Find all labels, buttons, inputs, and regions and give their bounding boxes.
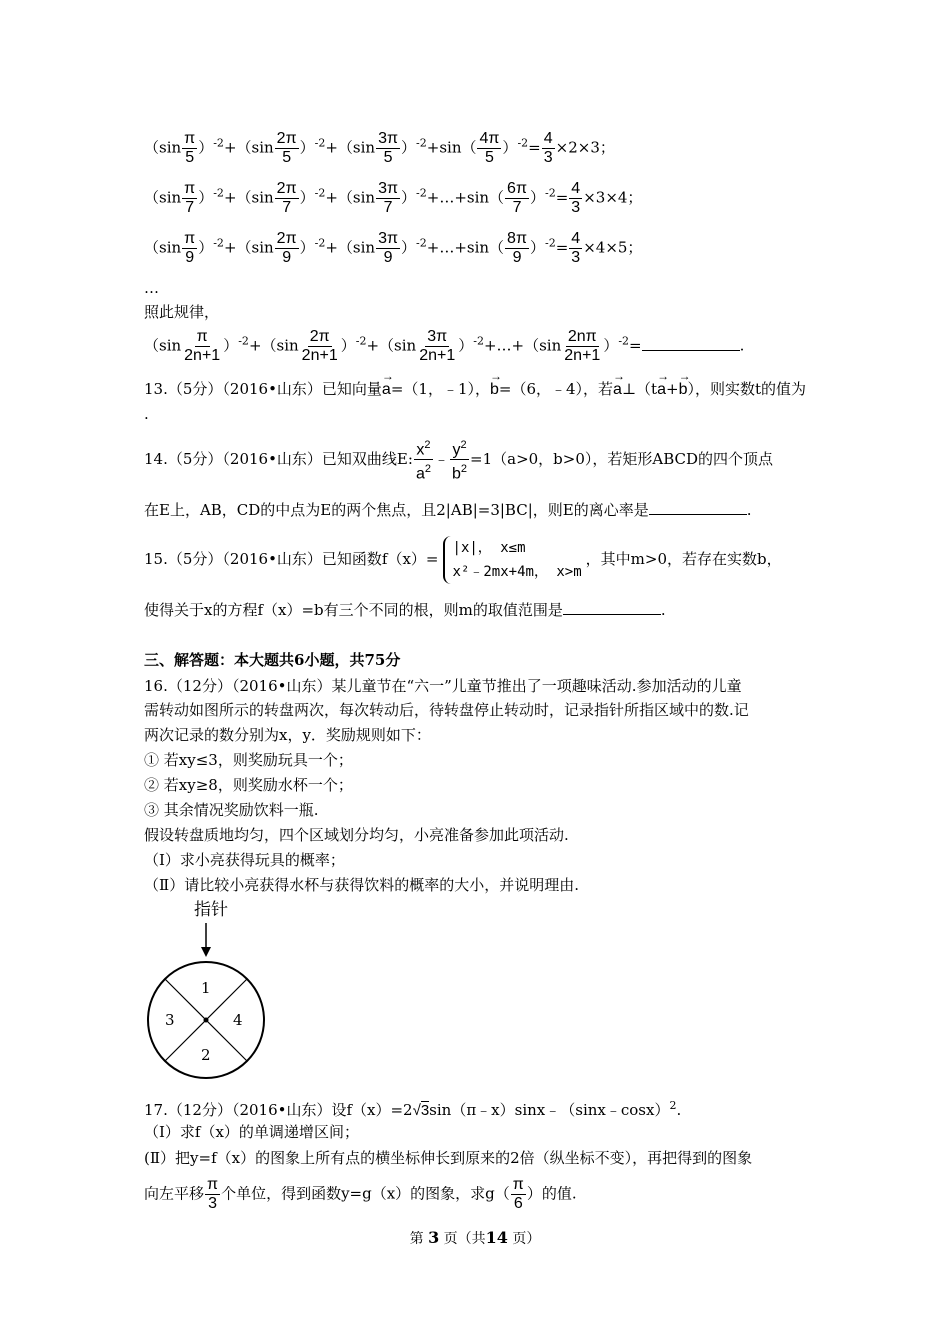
exponent: -2 bbox=[314, 136, 326, 150]
numerator: 2π bbox=[276, 230, 297, 247]
fraction bbox=[182, 130, 197, 167]
vector-b: → b bbox=[679, 374, 688, 400]
denominator: 3 bbox=[208, 1195, 217, 1212]
vector-a: → a bbox=[657, 374, 666, 400]
text: 页） bbox=[512, 1231, 541, 1247]
fraction bbox=[300, 328, 340, 365]
denominator: 2n+1 bbox=[301, 347, 338, 364]
text: ） bbox=[401, 238, 417, 257]
exponent: -2 bbox=[545, 186, 556, 200]
text: 使得关于x的方程f（x）=b有三个不同的根，则m的取值范围是 bbox=[144, 601, 563, 619]
center-dot bbox=[204, 1018, 209, 1023]
fraction-pi-6 bbox=[511, 1176, 526, 1213]
denominator: 3 bbox=[571, 199, 581, 216]
question-17 bbox=[144, 1096, 681, 1121]
var: y bbox=[452, 441, 461, 459]
numerator: 2nπ bbox=[567, 328, 597, 345]
denominator: 9 bbox=[185, 249, 195, 266]
fraction bbox=[275, 230, 299, 267]
page-footer bbox=[0, 1228, 950, 1248]
text: = bbox=[629, 336, 642, 355]
text: =1（a>0，b>0），若矩形ABCD的四个顶点 bbox=[470, 449, 774, 468]
text: ） bbox=[340, 336, 356, 355]
exponent: -2 bbox=[416, 136, 427, 150]
fraction bbox=[477, 130, 501, 167]
numerator: π bbox=[184, 230, 196, 247]
denominator: 9 bbox=[383, 249, 393, 266]
fraction bbox=[275, 130, 299, 167]
text: ×2×3； bbox=[555, 138, 615, 157]
pointer-label: 指针 bbox=[194, 900, 228, 920]
numerator: π bbox=[196, 328, 208, 345]
text: = bbox=[555, 238, 569, 257]
numerator: 2π bbox=[276, 130, 297, 147]
numerator: 3π bbox=[378, 130, 399, 147]
numerator: π bbox=[184, 130, 196, 147]
denominator: 2n+1 bbox=[419, 347, 456, 364]
text: ） bbox=[603, 336, 619, 355]
denominator: 5 bbox=[282, 149, 292, 166]
case-1: |x|， x≤m bbox=[452, 540, 526, 556]
exponent: 2 bbox=[460, 463, 468, 476]
fraction bbox=[376, 130, 400, 167]
numerator: 6π bbox=[507, 180, 527, 197]
exponent: -2 bbox=[238, 334, 249, 348]
text: ） bbox=[198, 188, 214, 207]
denominator: 7 bbox=[383, 199, 393, 216]
arrow-head-icon bbox=[201, 947, 211, 957]
text: 13.（5分）（2016•山东）已知向量 bbox=[144, 380, 382, 398]
exponent: -2 bbox=[213, 136, 224, 150]
question-14 bbox=[144, 436, 773, 484]
text: 个单位，得到函数y=g（x）的图象，求g（ bbox=[221, 1184, 510, 1203]
q17-part-1: （Ⅰ）求f（x）的单调递增区间； bbox=[144, 1123, 359, 1141]
text: +（sin bbox=[223, 238, 274, 257]
text: +…+（sin bbox=[483, 336, 562, 355]
fraction bbox=[182, 180, 197, 217]
var: b bbox=[451, 465, 461, 483]
text: . bbox=[746, 501, 752, 519]
exponent: -2 bbox=[618, 334, 630, 348]
question-15 bbox=[144, 536, 782, 584]
denominator: 3 bbox=[543, 149, 553, 166]
fraction bbox=[376, 180, 400, 217]
q14-line-2 bbox=[144, 500, 752, 520]
numerator: 4π bbox=[479, 130, 500, 147]
sector-label: 4 bbox=[233, 1011, 243, 1029]
text: +…+sin（ bbox=[426, 188, 505, 207]
q15-line-2 bbox=[144, 600, 666, 620]
exponent: 2 bbox=[460, 439, 467, 451]
exponent: -2 bbox=[416, 236, 427, 250]
text: ×4×5； bbox=[583, 238, 643, 257]
text: ） bbox=[529, 188, 545, 207]
text: +（sin bbox=[223, 188, 274, 207]
text: ） bbox=[299, 188, 315, 207]
piecewise bbox=[443, 536, 582, 584]
text: ） bbox=[299, 138, 315, 157]
q16-line: 两次记录的数分别为x，y．奖励规则如下： bbox=[144, 726, 431, 744]
text: +sin（ bbox=[426, 138, 477, 157]
fraction bbox=[562, 328, 602, 365]
pattern-intro: 照此规律， bbox=[144, 303, 220, 321]
fraction bbox=[182, 230, 197, 267]
text: ） bbox=[529, 238, 545, 257]
text: ）的值. bbox=[526, 1184, 577, 1203]
text: 向左平移 bbox=[144, 1184, 205, 1203]
answer-blank[interactable] bbox=[649, 500, 747, 515]
text: sin（π﹣x）sinx﹣（sinx﹣cosx） bbox=[429, 1101, 670, 1119]
text: +（sin bbox=[325, 138, 376, 157]
sector-label: 1 bbox=[201, 979, 211, 997]
fraction bbox=[182, 328, 222, 365]
fraction bbox=[569, 230, 582, 267]
text: +（sin bbox=[248, 336, 299, 355]
denominator: 9 bbox=[512, 249, 522, 266]
exponent: -2 bbox=[517, 136, 529, 150]
text: =（6，﹣4），若 bbox=[498, 380, 614, 398]
fraction bbox=[376, 230, 400, 267]
exponent: 2 bbox=[424, 439, 431, 451]
denominator: 3 bbox=[571, 249, 581, 266]
exponent: -2 bbox=[314, 186, 326, 200]
text: （sin bbox=[144, 238, 182, 257]
exponent: -2 bbox=[416, 186, 427, 200]
denominator: 7 bbox=[185, 199, 195, 216]
spinner-figure bbox=[140, 895, 280, 1085]
numerator: 4 bbox=[571, 180, 581, 197]
text: . bbox=[676, 1101, 682, 1119]
series-line-1 bbox=[144, 130, 615, 167]
denominator: 7 bbox=[282, 199, 292, 216]
exponent: -2 bbox=[473, 334, 484, 348]
vector-a: → a bbox=[613, 374, 622, 400]
exponent: 2 bbox=[424, 463, 431, 476]
numerator: π bbox=[512, 1176, 524, 1193]
section-heading: 三、解答题：本大题共6小题，共75分 bbox=[144, 651, 401, 669]
q16-line: （Ⅱ）请比较小亮获得水杯与获得饮料的概率的大小，并说明理由. bbox=[144, 876, 579, 894]
var: x bbox=[416, 441, 425, 459]
q16-line: 假设转盘质地均匀，四个区域划分均匀，小亮准备参加此项活动. bbox=[144, 826, 569, 844]
text: + bbox=[666, 380, 679, 398]
q16-line: 需转动如图所示的转盘两次，每次转动后，待转盘停止转动时，记录指针所指区域中的数.记 bbox=[144, 701, 749, 719]
text: 14.（5分）（2016•山东）已知双曲线E: bbox=[144, 449, 413, 468]
sqrt-icon: √3 bbox=[412, 1102, 430, 1119]
text: ） bbox=[198, 238, 214, 257]
text: 页（共 bbox=[443, 1231, 486, 1247]
q17-part-2: (Ⅱ）把y=f（x）的图象上所有点的横坐标伸长到原来的2倍（纵坐标不变），再把得到的图象 bbox=[144, 1149, 753, 1167]
text: 15.（5分）（2016•山东）已知函数f（x）= bbox=[144, 550, 439, 568]
question-13 bbox=[144, 374, 806, 400]
text: （sin bbox=[144, 336, 182, 355]
page-number: 3 bbox=[428, 1228, 440, 1247]
denominator: 6 bbox=[513, 1195, 523, 1212]
text: ﹣ bbox=[433, 449, 449, 468]
text: = bbox=[555, 188, 569, 207]
text: ） bbox=[401, 138, 417, 157]
exponent: 2 bbox=[669, 1099, 677, 1112]
text: =（1，﹣1）， bbox=[390, 380, 490, 398]
text: 第 bbox=[409, 1231, 424, 1247]
numerator: π bbox=[184, 180, 196, 197]
q17-line-4 bbox=[144, 1176, 577, 1213]
text: ×3×4； bbox=[583, 188, 643, 207]
sector-label: 3 bbox=[165, 1011, 175, 1029]
denominator: 5 bbox=[383, 149, 393, 166]
text: 17.（12分）（2016•山东）设f（x）=2 bbox=[144, 1101, 413, 1119]
exponent: -2 bbox=[213, 186, 224, 200]
fraction-pi-3 bbox=[205, 1176, 220, 1213]
denominator: 5 bbox=[185, 149, 195, 166]
sector-label: 2 bbox=[201, 1046, 211, 1064]
series-line-3 bbox=[144, 230, 642, 267]
numerator: π bbox=[207, 1176, 219, 1193]
series-line-2 bbox=[144, 180, 642, 217]
text: +（sin bbox=[223, 138, 274, 157]
numerator: 4 bbox=[543, 130, 553, 147]
q16-line: 16.（12分）（2016•山东）某儿童节在“六一”儿童节推出了一项趣味活动.参加活动的儿童 bbox=[144, 677, 742, 695]
fraction bbox=[275, 180, 299, 217]
text: ），则实数t的值为 bbox=[687, 380, 807, 398]
numerator: 2π bbox=[276, 180, 297, 197]
q16-line: ③ 其余情况奖励饮料一瓶. bbox=[144, 801, 319, 819]
text: ⊥（t bbox=[621, 380, 658, 398]
radicand: 3 bbox=[420, 1102, 430, 1119]
text: ） bbox=[502, 138, 518, 157]
numerator: 3π bbox=[378, 180, 399, 197]
text: ） bbox=[223, 336, 239, 355]
exponent: -2 bbox=[355, 334, 367, 348]
general-formula: （sin $\frac{\pi}{2n+1}$ ）$^{-2}$+（sin $\frac{2\pi}{2n+1}$ ）$^{-2}$+（sin $\frac{3\pi}{2n+1}$ ）$^{-2}$+…+（sin $\frac{2n\pi}{2n+1}$ ）$^{-2}$= . bbox=[144, 328, 745, 364]
case-2: x²﹣2mx+4m， x>m bbox=[452, 564, 582, 580]
fraction bbox=[569, 180, 582, 217]
text: +（sin bbox=[325, 238, 376, 257]
denominator: 5 bbox=[485, 149, 494, 166]
answer-blank[interactable] bbox=[642, 336, 740, 351]
q13-end: . bbox=[144, 405, 149, 423]
text: +…+sin（ bbox=[426, 238, 505, 257]
text: ） bbox=[198, 138, 214, 157]
numerator: 3π bbox=[378, 230, 399, 247]
text: ） bbox=[401, 188, 417, 207]
q16-line: ① 若xy≤3，则奖励玩具一个； bbox=[144, 751, 353, 769]
text: = bbox=[528, 138, 541, 157]
vector-a: → a bbox=[382, 374, 391, 400]
text: ） bbox=[299, 238, 315, 257]
text: 在E上，AB，CD的中点为E的两个焦点，且2|AB|=3|BC|，则E的离心率是 bbox=[144, 501, 649, 519]
exponent: -2 bbox=[545, 236, 556, 250]
text: （sin bbox=[144, 188, 182, 207]
answer-blank[interactable] bbox=[563, 600, 661, 615]
ellipsis: … bbox=[144, 279, 159, 297]
vector-b: → b bbox=[490, 374, 499, 400]
fraction bbox=[505, 230, 529, 267]
fraction bbox=[417, 328, 457, 365]
fraction bbox=[542, 130, 555, 167]
exponent: -2 bbox=[314, 236, 326, 250]
fraction-x2-a2 bbox=[414, 436, 433, 484]
denominator: 9 bbox=[282, 249, 292, 266]
text: ） bbox=[458, 336, 474, 355]
text: +（sin bbox=[366, 336, 417, 355]
denominator: 7 bbox=[512, 199, 522, 216]
fraction-y2-b2 bbox=[450, 436, 469, 484]
text: ，其中m>0，若存在实数b， bbox=[585, 550, 782, 568]
text: . bbox=[660, 601, 666, 619]
q16-line: ② 若xy≥8，则奖励水杯一个； bbox=[144, 776, 353, 794]
text: +（sin bbox=[325, 188, 376, 207]
numerator: 3π bbox=[427, 328, 448, 345]
total-pages: 14 bbox=[485, 1228, 508, 1247]
numerator: 4 bbox=[571, 230, 581, 247]
text: （sin bbox=[144, 138, 182, 157]
denominator: 2n+1 bbox=[184, 347, 221, 364]
numerator: 8π bbox=[507, 230, 527, 247]
q16-line: （Ⅰ）求小亮获得玩具的概率； bbox=[144, 851, 345, 869]
numerator: 2π bbox=[309, 328, 330, 345]
fraction bbox=[505, 180, 529, 217]
denominator: 2n+1 bbox=[564, 347, 601, 364]
exponent: -2 bbox=[213, 236, 224, 250]
var: a bbox=[415, 465, 425, 483]
